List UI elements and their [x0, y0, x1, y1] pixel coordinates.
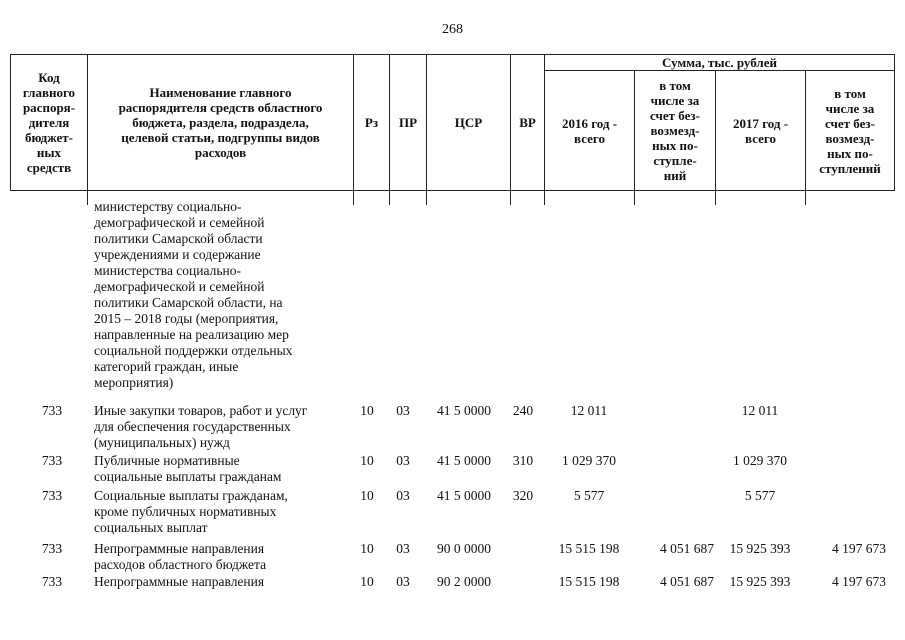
- header-pr: ПР: [390, 55, 427, 191]
- cell-code: 733: [41, 453, 63, 468]
- cell-2017-total: 12 011: [741, 403, 779, 418]
- cell-name: Публичные нормативные социальные выплаты гражданам: [94, 453, 282, 484]
- cell-2016-total: 5 577: [573, 488, 605, 503]
- cell-name: Непрограммные направления расходов областного бюджета: [94, 541, 267, 572]
- cell-2016-total: 1 029 370: [562, 453, 616, 468]
- cell-name: Непрограммные направления: [94, 574, 265, 589]
- cell-2016-total: 12 011: [570, 403, 608, 418]
- cell-csr: 41 5 0000: [437, 453, 491, 468]
- header-name: Наименование главного распорядителя средств областного бюджета, раздела, подраздела, целевой статьи, подгруппы видов расходов: [88, 55, 354, 191]
- continuation-text: министерству социально- демографической и семейной политики Самарской области учреждениями и содержание министерства социально- демографической и семейной политики Самарской области, на 2015 – 2018 годы (мероприятия, направленные на реализацию мер социальной поддержки отдельных категорий граждан, иные мероприятия): [94, 199, 293, 390]
- cell-2017-incl: 4 197 673: [832, 541, 886, 556]
- header-code: Код главного распоря- дителя бюджет- ных средств: [11, 55, 88, 191]
- header-2017-total: 2017 год - всего: [716, 71, 806, 191]
- cell-rz: 10: [360, 453, 374, 468]
- header-rz: Рз: [354, 55, 390, 191]
- cell-2017-total: 15 925 393: [729, 574, 791, 589]
- cell-name: Иные закупки товаров, работ и услуг для обеспечения государственных (муниципальных) нужд: [94, 403, 308, 450]
- cell-vr: 240: [512, 403, 534, 418]
- cell-2017-total: 15 925 393: [729, 541, 791, 556]
- rule-6: [544, 191, 545, 205]
- rule-5: [510, 191, 511, 205]
- cell-pr: 03: [396, 403, 410, 418]
- cell-2016-total: 15 515 198: [558, 574, 620, 589]
- cell-2017-total: 1 029 370: [733, 453, 787, 468]
- page-number: 268: [442, 22, 463, 37]
- cell-pr: 03: [396, 541, 410, 556]
- cell-2016-total: 15 515 198: [558, 541, 620, 556]
- cell-code: 733: [41, 541, 63, 556]
- cell-rz: 10: [360, 488, 374, 503]
- cell-csr: 41 5 0000: [437, 488, 491, 503]
- cell-csr: 90 2 0000: [437, 574, 491, 589]
- rule-2: [353, 191, 354, 205]
- cell-name: Социальные выплаты гражданам, кроме публичных нормативных социальных выплат: [94, 488, 288, 535]
- cell-code: 733: [41, 403, 63, 418]
- cell-2016-incl: 4 051 687: [660, 574, 714, 589]
- cell-2016-incl: 4 051 687: [660, 541, 714, 556]
- cell-csr: 90 0 0000: [437, 541, 491, 556]
- header-sum-title: Сумма, тыс. рублей: [545, 55, 895, 71]
- table-header: [10, 54, 895, 191]
- header-2016-incl: в том числе за счет без- возмезд- ных по- ступле- ний: [635, 71, 716, 191]
- cell-2017-incl: 4 197 673: [832, 574, 886, 589]
- cell-vr: 310: [512, 453, 534, 468]
- rule-3: [389, 191, 390, 205]
- header-2017-incl: в том числе за счет без- возмезд- ных по- ступлений: [806, 71, 895, 191]
- cell-code: 733: [41, 574, 63, 589]
- cell-csr: 41 5 0000: [437, 403, 491, 418]
- rule-9: [805, 191, 806, 205]
- cell-2017-total: 5 577: [744, 488, 776, 503]
- header-csr: ЦСР: [427, 55, 511, 191]
- rule-4: [426, 191, 427, 205]
- cell-rz: 10: [360, 403, 374, 418]
- rule-8: [715, 191, 716, 205]
- cell-pr: 03: [396, 453, 410, 468]
- rule-7: [634, 191, 635, 205]
- header-vr: ВР: [511, 55, 545, 191]
- cell-pr: 03: [396, 574, 410, 589]
- cell-rz: 10: [360, 574, 374, 589]
- rule-1: [87, 191, 88, 205]
- cell-code: 733: [41, 488, 63, 503]
- header-2016-total: 2016 год - всего: [545, 71, 635, 191]
- cell-rz: 10: [360, 541, 374, 556]
- cell-vr: 320: [512, 488, 534, 503]
- cell-pr: 03: [396, 488, 410, 503]
